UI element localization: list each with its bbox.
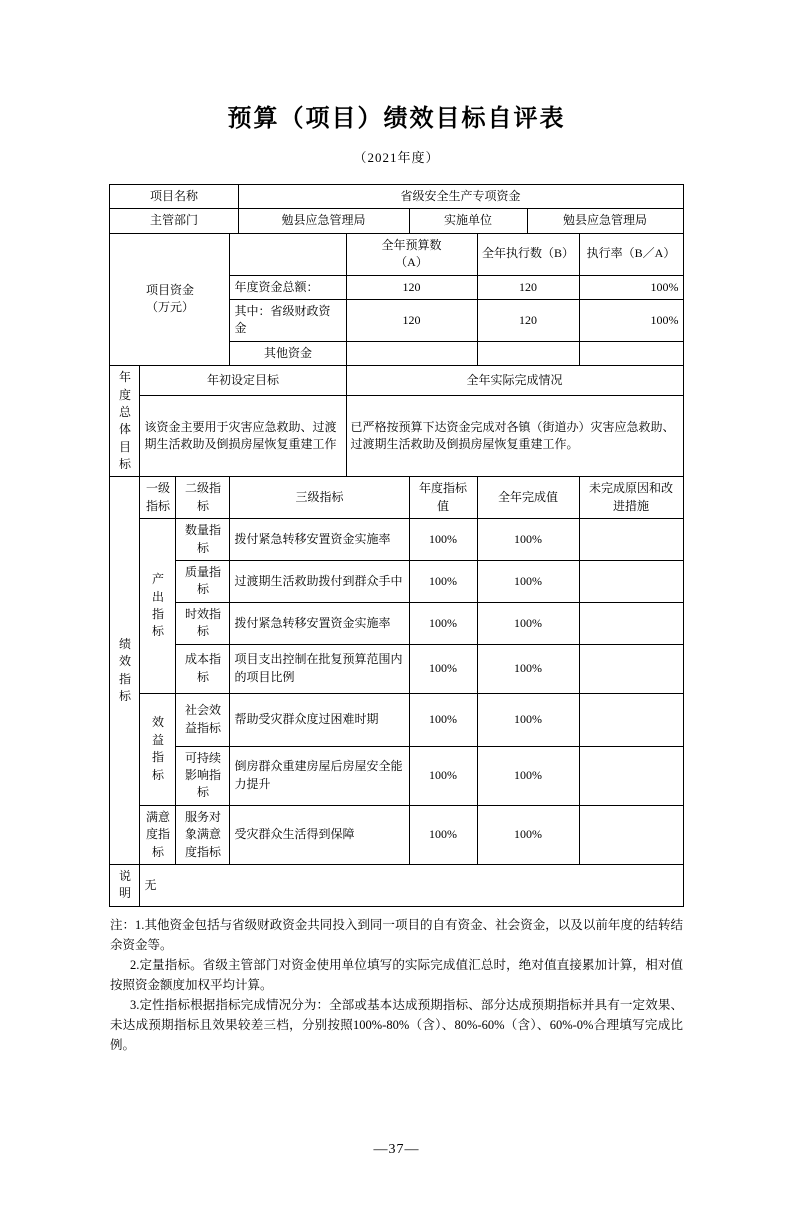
indicator-reason (579, 693, 683, 746)
indicator-target: 100% (409, 561, 477, 603)
project-name-value: 省级安全生产专项资金 (238, 185, 683, 209)
indicator-level3: 受灾群众生活得到保障 (230, 805, 409, 864)
project-name-label: 项目名称 (110, 185, 238, 209)
annual-goal-col-initial: 年初设定目标 (140, 366, 346, 396)
indicator-level2: 成本指标 (176, 644, 230, 693)
funds-row-rate: 100% (579, 275, 683, 299)
indicator-reason (579, 644, 683, 693)
page-title: 预算（项目）绩效目标自评表 (227, 106, 566, 132)
indicator-target: 100% (409, 519, 477, 561)
indicator-completed: 100% (477, 519, 579, 561)
funds-col-budget-header (346, 233, 477, 275)
funds-col-budget-line1: 全年预算数 (381, 237, 442, 252)
funds-row-budget: 120 (346, 299, 477, 341)
table-row-indicator (110, 746, 683, 805)
table-row-indicator (110, 602, 683, 644)
funds-row-name: 年度资金总额： (230, 275, 346, 299)
funds-label-line2: （万元） (145, 300, 194, 315)
table-row-indicator (110, 644, 683, 693)
header-level1: 一级指标 (140, 477, 176, 519)
performance-row-label: 绩 效 指 标 (110, 477, 140, 864)
funds-row-actual: 120 (477, 299, 579, 341)
indicator-level3: 项目支出控制在批复预算范围内的项目比例 (230, 644, 409, 693)
funds-label (110, 233, 230, 365)
explanation-value: 无 (140, 864, 683, 906)
indicator-target: 100% (409, 602, 477, 644)
table-row-explanation (110, 864, 683, 906)
funds-col-actual-header: 全年执行数（B） (477, 233, 579, 275)
indicator-level3: 过渡期生活救助拨付到群众手中 (230, 561, 409, 603)
table-row-project-name (110, 185, 683, 209)
indicator-reason (579, 746, 683, 805)
performance-self-assessment-table (109, 184, 683, 907)
indicator-target: 100% (409, 805, 477, 864)
note-1: 注：1.其他资金包括与省级财政资金共同投入到同一项目的自有资金、社会资金，以及以前年度的结转结余资金等。 (110, 917, 683, 952)
table-row-funds-header (110, 233, 683, 275)
department-value: 勉县应急管理局 (238, 209, 409, 233)
table-row-performance-header (110, 477, 683, 519)
indicator-reason (579, 561, 683, 603)
indicator-level3: 倒房群众重建房屋后房屋安全能力提升 (230, 746, 409, 805)
table-row-indicator (110, 805, 683, 864)
indicator-reason (579, 519, 683, 561)
note-3: 3.定性指标根据指标完成情况分为：全部或基本达成预期指标、部分达成预期指标并具有一定效果、未达成预期指标且效果较差三档，分别按照100%-80%（含）、80%-60%（含）、60%-0%合理填写完成比例。 (110, 997, 683, 1052)
table-row-department (110, 209, 683, 233)
unit-label: 实施单位 (409, 209, 527, 233)
funds-row-actual (477, 341, 579, 365)
annual-goal-actual-text: 已严格按预算下达资金完成对各镇（街道办）灾害应急救助、过渡期生活救助及倒损房屋恢复重建工作。 (346, 396, 683, 477)
indicator-completed: 100% (477, 805, 579, 864)
funds-row-budget (346, 341, 477, 365)
funds-col-budget-line2: （A） (395, 255, 428, 270)
table-row-indicator (110, 519, 683, 561)
table-row-indicator (110, 693, 683, 746)
annual-goal-initial-text: 该资金主要用于灾害应急救助、过渡期生活救助及倒损房屋恢复重建工作 (140, 396, 346, 477)
indicator-completed: 100% (477, 644, 579, 693)
funds-row-rate: 100% (579, 299, 683, 341)
funds-row-rate (579, 341, 683, 365)
indicator-completed: 100% (477, 693, 579, 746)
explanation-label: 说明 (110, 864, 140, 906)
header-level2: 二级指标 (176, 477, 230, 519)
annual-goal-col-actual: 全年实际完成情况 (346, 366, 683, 396)
table-notes (110, 915, 683, 1055)
funds-row-name: 其他资金 (230, 341, 346, 365)
indicator-completed: 100% (477, 746, 579, 805)
funds-row-actual: 120 (477, 275, 579, 299)
table-row-annual-goal-body (110, 396, 683, 477)
indicator-level2: 数量指标 (176, 519, 230, 561)
funds-col-rate-header: 执行率（B／A） (579, 233, 683, 275)
indicator-level2: 可持续影响指标 (176, 746, 230, 805)
indicator-target: 100% (409, 746, 477, 805)
indicator-level2: 时效指标 (176, 602, 230, 644)
indicator-level2: 质量指标 (176, 561, 230, 603)
note-2: 2.定量指标。省级主管部门对资金使用单位填写的实际完成值汇总时，绝对值直接累加计算，相对值按照资金额度加权平均计算。 (110, 957, 683, 992)
indicator-level2: 服务对象满意度指标 (176, 805, 230, 864)
page-subtitle: （2021年度） (353, 150, 440, 165)
indicator-completed: 100% (477, 602, 579, 644)
indicator-level1-output: 产 出 指 标 (140, 519, 176, 693)
unit-value: 勉县应急管理局 (527, 209, 683, 233)
department-label: 主管部门 (110, 209, 238, 233)
funds-label-line1: 项目资金 (145, 283, 194, 298)
funds-row-budget: 120 (346, 275, 477, 299)
header-target: 年度指标值 (409, 477, 477, 519)
document-page (0, 98, 793, 1220)
funds-row-name: 其中：省级财政资金 (230, 299, 346, 341)
indicator-reason (579, 805, 683, 864)
indicator-level3: 拨付紧急转移安置资金实施率 (230, 602, 409, 644)
indicator-level2: 社会效益指标 (176, 693, 230, 746)
annual-goal-row-label: 年 度 总 体 目 标 (110, 366, 140, 477)
indicator-reason (579, 602, 683, 644)
table-row-indicator (110, 561, 683, 603)
indicator-target: 100% (409, 693, 477, 746)
indicator-level1-satisfaction: 满意 度指 标 (140, 805, 176, 864)
page-number: —37— (373, 1142, 420, 1157)
header-level3: 三级指标 (230, 477, 409, 519)
funds-col-name-header (230, 233, 346, 275)
header-reason: 未完成原因和改进措施 (579, 477, 683, 519)
indicator-level1-benefit: 效 益 指 标 (140, 693, 176, 805)
indicator-level3: 帮助受灾群众度过困难时期 (230, 693, 409, 746)
indicator-target: 100% (409, 644, 477, 693)
indicator-level3: 拨付紧急转移安置资金实施率 (230, 519, 409, 561)
indicator-completed: 100% (477, 561, 579, 603)
table-row-annual-goal-header (110, 366, 683, 396)
header-completed: 全年完成值 (477, 477, 579, 519)
